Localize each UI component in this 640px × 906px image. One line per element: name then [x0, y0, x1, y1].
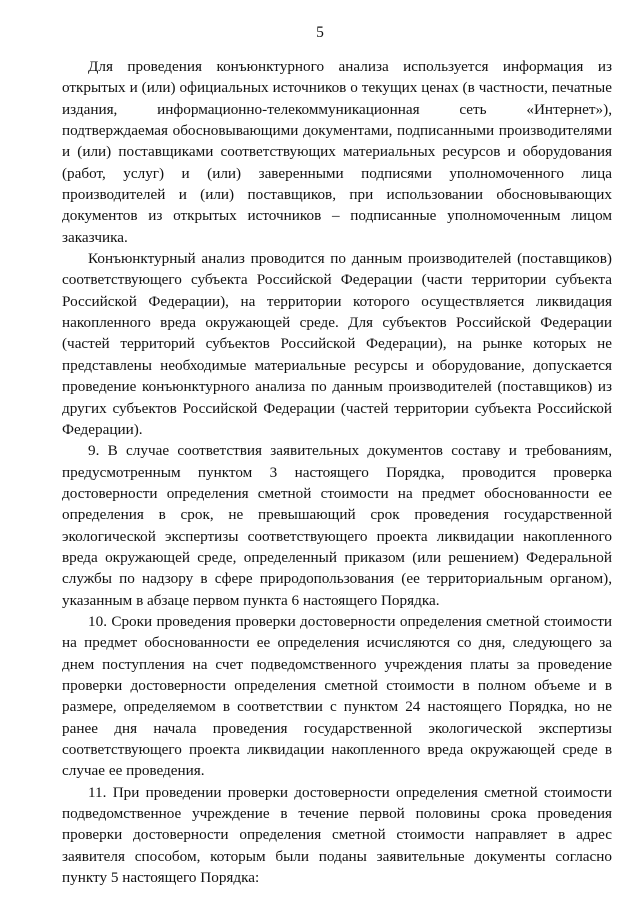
- paragraph-item-9: 9. В случае соответствия заявительных документов составу и требованиям, предусмотренным пунктом 3 настоящего Порядка, проводится проверка достоверности определения сметной стоимости на предмет обоснованности ее определения в срок, не превышающий срок проведения государственной экологической экспертизы соответствующего проекта ликвидации накопленного вреда окружающей среде, определенный приказом (или решением) Федеральной службы по надзору в сфере природопользования (ее территориальным органом), указанным в абзаце первом пункта 6 настоящего Порядка.: [62, 442, 612, 609]
- paragraph-market-analysis-regions: Конъюнктурный анализ проводится по данным производителей (поставщиков) соответствующего субъекта Российской Федерации (части территории субъекта Российской Федерации), на территории которого осуществляется ликвидация накопленного вреда окружающей среде. Для субъектов Российской Федерации (частей территорий субъектов Российской Федерации), на рынке которых не представлены необходимые материальные ресурсы и оборудование, допускается проведение конъюнктурного анализа по данным производителей (поставщиков) из других субъектов Российской Федерации (частей территории субъекта Российской Федерации).: [62, 250, 612, 438]
- paragraph-market-analysis-sources: Для проведения конъюнктурного анализа используется информация из открытых и (или) официальных источников о текущих ценах (в частности, печатные издания, информационно-телекоммуникационная сеть «Интернет»), подтверждаемая обосновывающими документами, подписанными производителями и (или) поставщиками соответствующих материальных ресурсов и оборудования (работ, услуг) и (или) заверенными подписями уполномоченного лица производителей и (или) поставщиков, при использовании обосновывающих документов из открытых источников – подписанные уполномоченным лицом заказчика.: [62, 58, 612, 246]
- paragraph-item-10: 10. Сроки проведения проверки достоверности определения сметной стоимости на предмет обоснованности ее определения исчисляются со дня, следующего за днем поступления на счет подведомственного учреждения платы за проведение проверки достоверности определения сметной стоимости в полном объеме и в размере, определяемом в соответствии с пунктом 24 настоящего Порядка, но не ранее дня начала проведения государственной экологической экспертизы соответствующего проекта ликвидации накопленного вреда окружающей среде в случае ее проведения.: [62, 612, 612, 780]
- document-body: [62, 56, 612, 888]
- page-number: 5: [316, 24, 324, 41]
- paragraph-item-11: 11. При проведении проверки достоверности определения сметной стоимости подведомственное учреждение в течение первой половины срока проведения проверки достоверности определения сметной стоимости направляет в адрес заявителя способом, которым были поданы заявительные документы согласно пункту 5 настоящего Порядка:: [62, 783, 612, 887]
